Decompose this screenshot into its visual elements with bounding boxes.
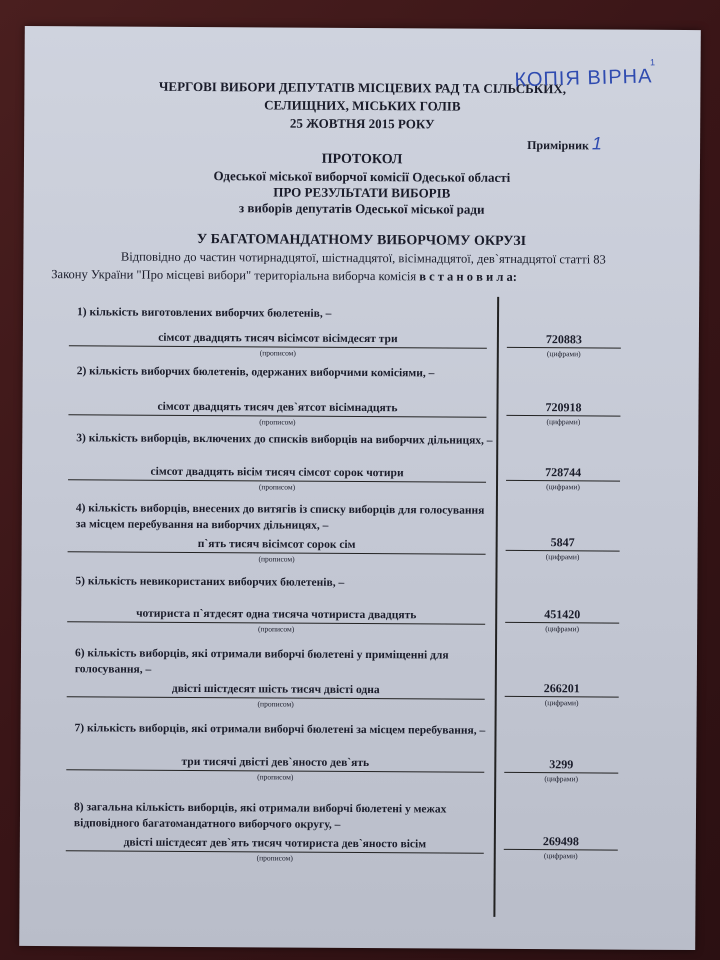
item-8-words-caption: (прописом) bbox=[256, 853, 293, 863]
item-3-number: 728744 bbox=[506, 464, 620, 482]
item-8-number-caption: (цифрами) bbox=[543, 851, 578, 861]
copy-number bbox=[527, 133, 602, 154]
item-7-number: 3299 bbox=[504, 756, 618, 774]
item-7-label: 7) кількість виборців, які отримали виборчі бюлетені за місцем перебування, – bbox=[74, 722, 486, 737]
item-5-label: 5) кількість невикористаних виборчих бюлетенів, – bbox=[75, 575, 345, 589]
election-name: з виборів депутатів Одеської міської ради bbox=[238, 200, 485, 217]
intro-established: в с т а н о в и л а: bbox=[419, 269, 517, 284]
column-divider bbox=[493, 297, 499, 917]
item-1-number-caption: (цифрами) bbox=[546, 349, 581, 359]
item-7-words: три тисячі двісті дев`яносто дев`ять bbox=[66, 753, 484, 773]
stamp-text: КОПІЯ ВІРНА bbox=[514, 65, 653, 92]
copy-label: Примірник bbox=[527, 138, 589, 153]
protocol-document bbox=[19, 26, 701, 950]
item-2-number: 720918 bbox=[506, 399, 620, 417]
item-6-label: 6) кількість виборців, які отримали виборчі бюлетені у приміщенні для голосування, – bbox=[74, 647, 449, 676]
copy-stamp bbox=[514, 57, 657, 92]
protocol-title: ПРОТОКОЛ bbox=[321, 151, 403, 168]
item-4-words: п`ять тисяч вісімсот сорок сім bbox=[68, 535, 486, 555]
item-1-words-caption: (прописом) bbox=[259, 348, 296, 358]
item-6-number: 266201 bbox=[505, 680, 619, 698]
item-8-words: двісті шістдесят дев`ять тисяч чотириста дев`яносто вісім bbox=[66, 834, 484, 854]
item-4-number-caption: (цифрами) bbox=[545, 552, 580, 562]
item-3-words-caption: (прописом) bbox=[258, 482, 296, 492]
item-2-label: 2) кількість виборчих бюлетенів, одержаних виборчими комісіями, – bbox=[76, 365, 435, 380]
item-5-words: чотириста п`ятдесят одна тисяча чотириста двадцять bbox=[67, 605, 485, 625]
item-7-number-caption: (цифрами) bbox=[544, 774, 579, 784]
item-8-number: 269498 bbox=[504, 833, 618, 851]
item-1-number: 720883 bbox=[507, 331, 621, 349]
intro-line-2 bbox=[51, 266, 641, 287]
header-line-1: ЧЕРГОВІ ВИБОРИ ДЕПУТАТІВ МІСЦЕВИХ РАД ТА СІЛЬСЬКИХ, bbox=[158, 78, 567, 97]
intro-line-1: Відповідно до частин чотирнадцятої, шістнадцятої, вісімнадцятої, дев`ятнадцятої статті 83 bbox=[120, 249, 606, 267]
item-1-label: 1) кількість виготовлених виборчих бюлетенів, – bbox=[77, 306, 332, 320]
item-3-number-caption: (цифрами) bbox=[546, 482, 580, 492]
item-6-words-caption: (прописом) bbox=[257, 699, 294, 709]
item-5-number: 451420 bbox=[505, 606, 619, 624]
header-line-3: 25 ЖОВТНЯ 2015 РОКУ bbox=[289, 115, 435, 132]
item-6-number-caption: (цифрами) bbox=[544, 698, 579, 708]
header-line-2: СЕЛИЩНИХ, МІСЬКИХ ГОЛІВ bbox=[264, 97, 461, 114]
intro-law: Закону України "Про місцеві вибори" територіальна виборча комісія bbox=[51, 267, 417, 284]
item-2-words-caption: (прописом) bbox=[259, 417, 296, 427]
copy-number-handwritten: 1 bbox=[591, 133, 603, 154]
district-title: У БАГАТОМАНДАТНОМУ ВИБОРЧОМУ ОКРУЗІ bbox=[196, 231, 527, 250]
item-8-label: 8) загальна кількість виборців, які отримали виборчі бюлетені у межах відповідного багатомандатного виборчого округу, – bbox=[73, 801, 447, 831]
item-3-words: сімсот двадцять вісім тисяч сімсот сорок чотири bbox=[68, 463, 486, 483]
item-6-words: двісті шістдесят шість тисяч двісті одна bbox=[67, 680, 485, 700]
item-3-label: 3) кількість виборців, включених до списків виборців на виборчих дільницях, – bbox=[76, 432, 493, 447]
commission-name: Одеської міської виборчої комісії Одеської області bbox=[213, 168, 511, 185]
item-4-number: 5847 bbox=[506, 534, 620, 552]
item-4-words-caption: (прописом) bbox=[258, 554, 295, 564]
stamp-number: 1 bbox=[649, 57, 657, 68]
item-2-words: сімсот двадцять тисяч дев`ятсот вісімнадцять bbox=[68, 398, 486, 418]
item-5-words-caption: (прописом) bbox=[258, 624, 295, 634]
item-1-words: сімсот двадцять тисяч вісімсот вісімдесят три bbox=[69, 329, 487, 349]
item-4-label: 4) кількість виборців, внесених до витягів із списку виборців для голосування за місцем перебування на виборчих дільницях, – bbox=[75, 502, 485, 532]
item-7-words-caption: (прописом) bbox=[257, 772, 294, 782]
results-title: ПРО РЕЗУЛЬТАТИ ВИБОРІВ bbox=[273, 184, 451, 201]
item-5-number-caption: (цифрами) bbox=[545, 624, 580, 634]
item-2-number-caption: (цифрами) bbox=[546, 417, 581, 427]
